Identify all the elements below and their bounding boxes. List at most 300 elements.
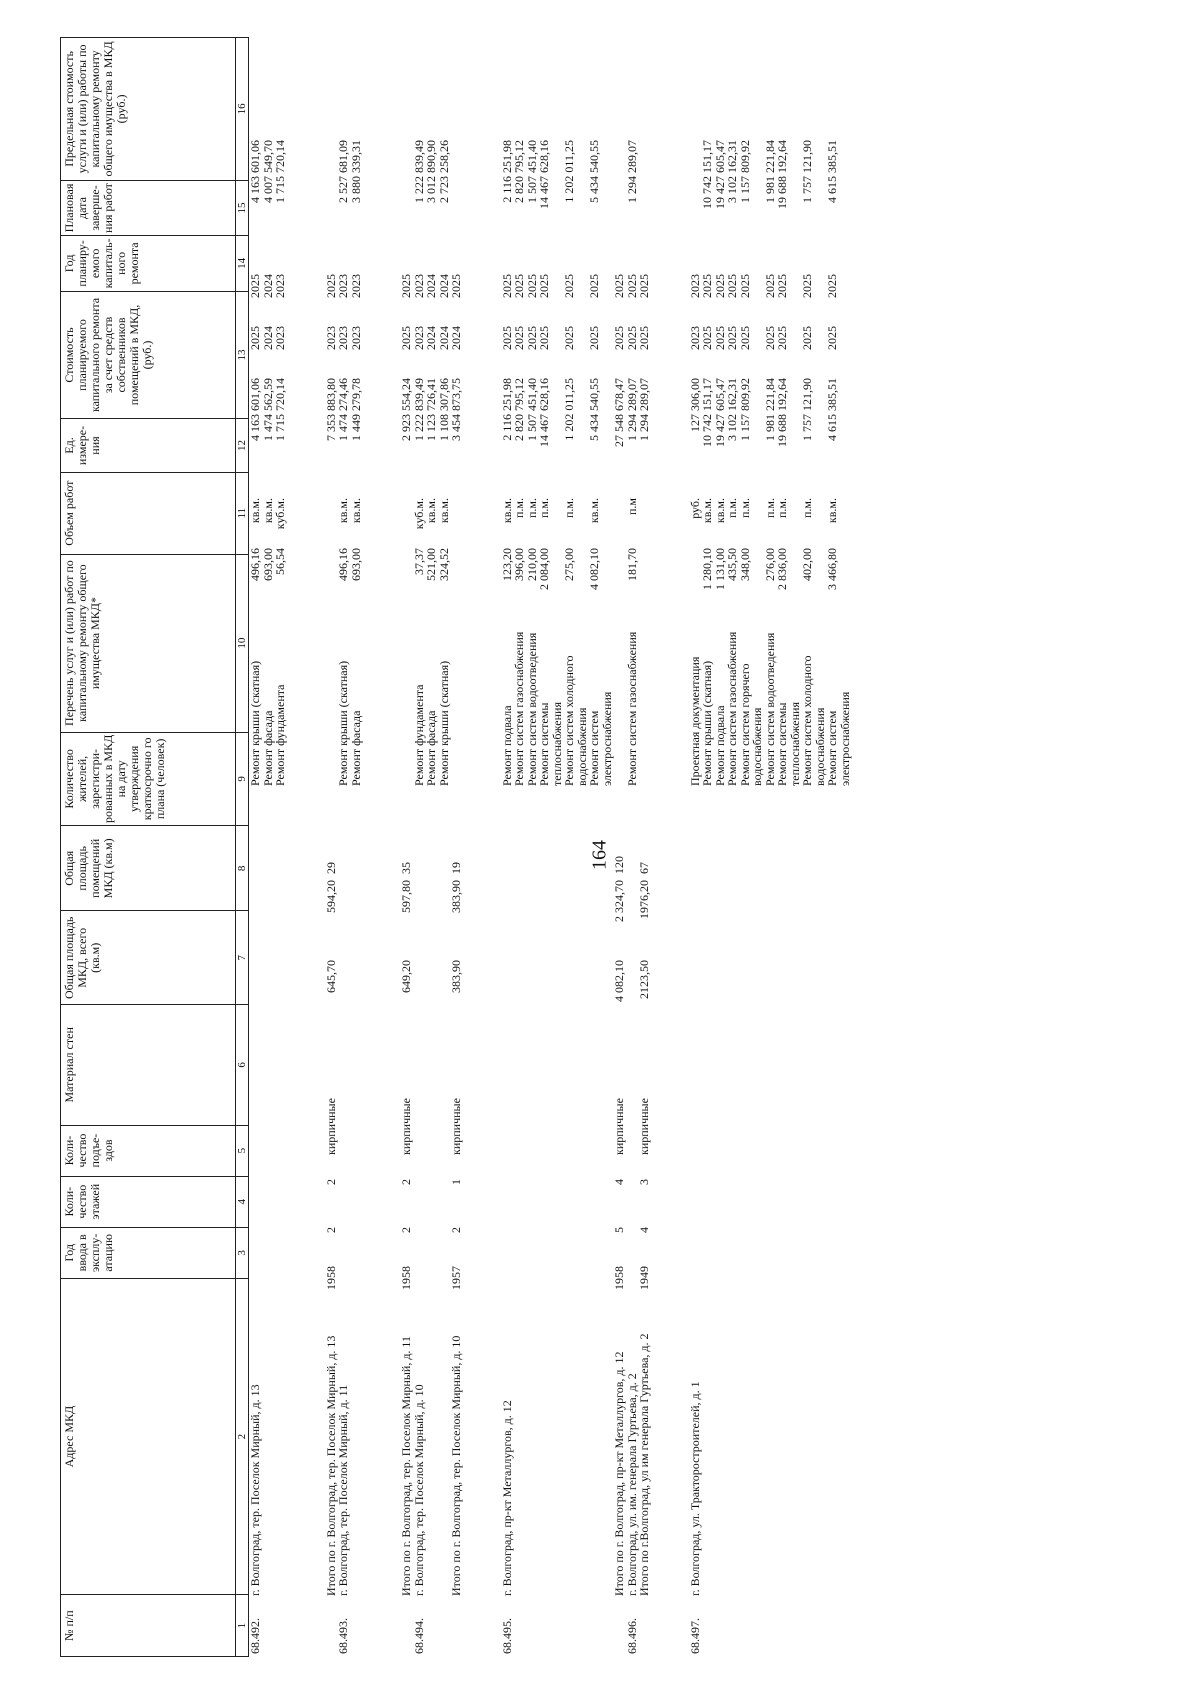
column-number: 6 (236, 1005, 249, 1125)
work-end-date: 2025 (562, 274, 576, 298)
wall-material: кирпичные (399, 1098, 413, 1155)
empty-cell (726, 789, 739, 877)
work-cost: 1 202 011,25 (562, 378, 576, 441)
empty-cell (249, 1158, 262, 1206)
table-row (337, 37, 350, 1657)
floors: 5 (612, 1227, 626, 1233)
empty-cell (563, 789, 588, 877)
work-cost: 1 222 839,49 (411, 378, 426, 441)
column-number: 7 (236, 911, 249, 1005)
work-end-date: 2025 (712, 274, 727, 298)
total-year: 2023 (323, 326, 338, 350)
empty-cell (826, 1045, 851, 1158)
work-year: 2025 (825, 326, 839, 350)
empty-cell (739, 1254, 764, 1302)
total-cost: 2 923 554,24 (399, 378, 413, 441)
empty-cell (249, 957, 262, 1045)
work-end-date: 2025 (700, 274, 714, 298)
year-built: 1958 (399, 1266, 413, 1290)
work-unit: п.м. (562, 498, 576, 519)
empty-cell (274, 1302, 287, 1599)
work-year: 2025 (587, 326, 601, 350)
work-volume: 37,37 (411, 548, 426, 575)
address-cell: г. Волгоград, пр-кт Металлургов, д. 12 (499, 1400, 514, 1596)
empty-cell (726, 1599, 739, 1657)
work-cost: 1 449 279,78 (348, 378, 363, 441)
column-number: 13 (236, 291, 249, 419)
empty-cell (726, 957, 739, 1045)
column-header: Объем работ (61, 472, 236, 554)
empty-cell (563, 877, 588, 957)
work-unit: п.м. (725, 498, 739, 519)
table-row (274, 37, 287, 1657)
work-name: Ремонт подвала (499, 705, 514, 786)
work-cost: 4 615 385,51 (825, 378, 839, 441)
column-header: Адрес МКД (61, 1278, 236, 1594)
work-name: Ремонт фасада (260, 710, 275, 786)
empty-cell (538, 1158, 563, 1206)
work-cost: 19 688 192,64 (775, 378, 789, 447)
work-volume: 348,00 (737, 548, 752, 581)
empty-cell (588, 1254, 613, 1302)
work-year: 2024 (260, 326, 275, 350)
empty-cell (526, 1254, 539, 1302)
column-header: № п/п (61, 1595, 236, 1657)
table-body (249, 37, 851, 1657)
empty-cell (689, 789, 702, 877)
address-cell: г. Волгоград, тер. Поселок Мирный, д. 13 (248, 1384, 262, 1596)
work-end-date: 2025 (537, 274, 551, 298)
table-row (701, 37, 714, 1657)
empty-cell (350, 1302, 363, 1599)
work-limit-cost: 1 757 121,90 (800, 140, 814, 203)
empty-cell (714, 1254, 727, 1302)
work-cost: 127 306,00 (687, 378, 702, 432)
work-end-date: 2025 (725, 274, 739, 298)
empty-cell (726, 1045, 739, 1158)
empty-cell (701, 1254, 714, 1302)
empty-cell (526, 1599, 539, 1657)
work-year: 2023 (273, 326, 287, 350)
work-name: Ремонт систем газоснабжения (725, 631, 739, 786)
empty-cell (701, 877, 714, 957)
empty-cell (501, 1206, 514, 1254)
work-year: 2024 (436, 326, 451, 350)
empty-cell (513, 877, 526, 957)
empty-cell (563, 1045, 588, 1158)
empty-cell (714, 1158, 727, 1206)
empty-cell (501, 957, 514, 1045)
column-header: Предельная стоимость услуги и (или) работы по капитальному ремонту общего имущества в МКД (руб.) (61, 38, 236, 181)
residents: 29 (323, 862, 338, 874)
empty-cell (425, 957, 438, 1045)
row-number: 68.497. (687, 1618, 702, 1654)
empty-cell (714, 1599, 727, 1657)
residents: 35 (399, 862, 413, 874)
empty-cell (337, 957, 350, 1045)
empty-cell (826, 957, 851, 1045)
empty-cell (826, 1206, 851, 1254)
empty-cell (638, 1599, 651, 1657)
total-cost: 7 353 883,80 (323, 378, 338, 441)
empty-cell (350, 1045, 363, 1158)
work-end-date: 2025 (524, 274, 539, 298)
table-row (425, 37, 438, 1657)
work-year: 2024 (424, 326, 438, 350)
empty-cell (413, 1045, 426, 1158)
empty-cell (274, 789, 287, 877)
work-volume: 402,00 (800, 548, 814, 581)
column-header: Общая площадь МКД, всего (кв.м) (61, 911, 236, 1005)
work-cost: 1 715 720,14 (273, 378, 287, 441)
empty-cell (450, 622, 463, 789)
empty-cell (764, 1206, 777, 1254)
empty-cell (714, 1302, 727, 1599)
work-limit-cost: 5 434 540,55 (587, 140, 601, 203)
empty-cell (826, 789, 851, 877)
empty-cell (513, 1599, 526, 1657)
work-limit-cost: 4 615 385,51 (825, 140, 839, 203)
table-row (826, 37, 851, 1657)
empty-cell (826, 1158, 851, 1206)
empty-cell (538, 1302, 563, 1599)
year-built: 1958 (612, 1266, 626, 1290)
work-name: Проектная документация (687, 656, 702, 786)
work-limit-cost: 10 742 151,17 (700, 140, 714, 209)
premises-area: 383,90 (449, 880, 463, 913)
total-year: 2025 (399, 326, 413, 350)
entrances: 3 (637, 1179, 651, 1185)
empty-cell (262, 957, 275, 1045)
empty-cell (538, 1254, 563, 1302)
empty-cell (501, 789, 514, 877)
empty-cell (526, 789, 539, 877)
work-volume: 1 280,10 (700, 548, 714, 590)
work-cost: 1 123 726,41 (424, 378, 438, 441)
work-name: Ремонт фундамента (411, 684, 426, 786)
table-row (249, 37, 262, 1657)
empty-cell (726, 877, 739, 957)
work-limit-cost: 14 467 628,16 (537, 140, 551, 209)
address-cell: г. Волгоград, тер. Поселок Мирный, д. 11 (336, 1384, 350, 1596)
empty-cell (501, 1045, 514, 1158)
year-built: 1957 (449, 1266, 463, 1290)
empty-cell (438, 1599, 451, 1657)
work-unit: кв.м. (700, 498, 714, 524)
work-end-date: 2024 (424, 274, 438, 298)
column-header: Ед. измере-ния (61, 419, 236, 472)
year-built: 1958 (323, 1266, 338, 1290)
empty-cell (776, 957, 801, 1045)
empty-cell (450, 545, 463, 622)
work-unit: кв.м. (348, 498, 363, 524)
work-year: 2023 (411, 326, 426, 350)
empty-cell (739, 1045, 764, 1158)
total-cost: 1 294 289,07 (637, 378, 651, 441)
address-cell: г. Волгоград, тер. Поселок Мирный, д. 10 (411, 1384, 426, 1596)
empty-cell (801, 789, 826, 877)
work-end-date: 2025 (800, 274, 814, 298)
empty-cell (350, 1254, 363, 1302)
work-end-date: 2025 (624, 274, 639, 298)
work-year: 2025 (537, 326, 551, 350)
work-unit: куб.м. (411, 498, 426, 530)
work-cost: 10 742 151,17 (700, 378, 714, 447)
work-year: 2025 (562, 326, 576, 350)
year-built: 1949 (637, 1266, 651, 1290)
empty-cell (739, 877, 764, 957)
empty-cell (538, 1045, 563, 1158)
total-year: 2024 (449, 326, 463, 350)
column-header: Год ввода в эксплу-атацию (61, 1227, 236, 1278)
work-cost: 1 294 289,07 (624, 378, 639, 441)
empty-cell (501, 877, 514, 957)
work-end-date: 2025 (775, 274, 789, 298)
work-volume: 693,00 (348, 548, 363, 581)
empty-cell (826, 1254, 851, 1302)
empty-cell (513, 1158, 526, 1206)
empty-cell (337, 877, 350, 957)
wall-material: кирпичные (612, 1098, 626, 1155)
work-end-date: 2024 (260, 274, 275, 298)
empty-cell (613, 495, 626, 545)
empty-cell (801, 1599, 826, 1657)
empty-cell (249, 1254, 262, 1302)
empty-cell (726, 1302, 739, 1599)
entrances: 2 (399, 1179, 413, 1185)
work-year: 2025 (737, 326, 752, 350)
column-number-row (236, 38, 249, 1657)
work-unit: кв.м. (260, 498, 275, 524)
empty-cell (726, 1206, 739, 1254)
empty-cell (588, 1206, 613, 1254)
work-volume: 324,52 (436, 548, 451, 581)
work-limit-cost: 19 427 605,47 (712, 140, 727, 209)
entrances: 4 (612, 1179, 626, 1185)
total-end-date: 2025 (449, 274, 463, 298)
empty-cell (425, 1254, 438, 1302)
empty-cell (425, 1206, 438, 1254)
column-number: 5 (236, 1125, 249, 1176)
empty-cell (701, 789, 714, 877)
work-end-date: 2024 (436, 274, 451, 298)
empty-cell (513, 1302, 526, 1599)
empty-cell (563, 1599, 588, 1657)
empty-cell (526, 1045, 539, 1158)
column-header: Коли-чество этажей (61, 1176, 236, 1227)
row-number: 68.493. (336, 1618, 350, 1654)
empty-cell (249, 789, 262, 877)
empty-cell (274, 1045, 287, 1158)
repair-plan-table (60, 37, 249, 1657)
table-row (350, 37, 363, 1657)
work-year: 2025 (800, 326, 814, 350)
work-limit-cost: 2 527 681,09 (336, 140, 350, 203)
empty-cell (274, 877, 287, 957)
work-name: Ремонт систем холодного водоснабжения (562, 655, 589, 786)
work-name: Ремонт систем электроснабжения (587, 691, 614, 786)
floors: 2 (323, 1227, 338, 1233)
work-limit-cost: 4 007 549,70 (260, 140, 275, 203)
work-name: Ремонт фасада (424, 710, 438, 786)
address-cell: г. Волгоград, ул. им. генерала Гуртьева, д. 2 (624, 1373, 639, 1596)
empty-cell (739, 1158, 764, 1206)
empty-cell (413, 877, 426, 957)
column-number: 11 (236, 472, 249, 554)
work-unit: п.м. (800, 498, 814, 519)
work-limit-cost: 1 507 451,40 (524, 140, 539, 203)
empty-cell (425, 1302, 438, 1599)
empty-cell (826, 877, 851, 957)
empty-cell (262, 1158, 275, 1206)
total-end-date: 2025 (323, 274, 338, 298)
work-cost: 19 427 605,47 (712, 378, 727, 447)
column-number: 9 (236, 732, 249, 826)
work-volume: 1 131,00 (712, 548, 727, 590)
premises-area: 597,80 (399, 880, 413, 913)
empty-cell (801, 1302, 826, 1599)
work-unit: руб. (687, 498, 702, 519)
empty-cell (726, 1254, 739, 1302)
work-name: Ремонт системы теплоснабжения (775, 702, 802, 786)
work-year: 2025 (624, 326, 639, 350)
page-number: 164 (588, 840, 611, 870)
empty-cell (613, 545, 626, 622)
empty-cell (613, 137, 626, 271)
wall-material: кирпичные (637, 1098, 651, 1155)
total-row (450, 37, 463, 1657)
work-unit: кв.м. (499, 498, 514, 524)
row-number: 68.495. (499, 1618, 514, 1654)
column-number: 3 (236, 1227, 249, 1278)
empty-cell (638, 495, 651, 545)
total-address: Итого по г. Волгоград, пр-кт Металлургов, д. 12 (612, 1351, 626, 1596)
work-cost: 5 434 540,55 (587, 378, 601, 441)
empty-cell (801, 1158, 826, 1206)
empty-cell (526, 877, 539, 957)
column-header: Год планиру-емого капиталь-ного ремонта (61, 236, 236, 291)
work-unit: п.м. (737, 498, 752, 519)
empty-cell (764, 1599, 777, 1657)
empty-cell (274, 1206, 287, 1254)
row-number: 68.492. (248, 1618, 262, 1654)
work-year: 2025 (512, 326, 526, 350)
empty-cell (689, 1206, 702, 1254)
work-limit-cost: 3 012 890,90 (424, 140, 438, 203)
column-number: 14 (236, 236, 249, 291)
work-limit-cost: 4 163 601,06 (248, 140, 262, 203)
empty-cell (501, 1254, 514, 1302)
column-header: Стоимость планируемого капитального ремонта за счет средств собственников помещений в МКД, (руб.) (61, 291, 236, 419)
empty-cell (764, 789, 777, 877)
empty-cell (526, 957, 539, 1045)
empty-cell (588, 1158, 613, 1206)
total-year: 2025 (612, 326, 626, 350)
total-row (638, 37, 651, 1657)
empty-cell (350, 1206, 363, 1254)
total-area: 649,20 (399, 960, 413, 993)
empty-cell (739, 789, 764, 877)
empty-cell (801, 1254, 826, 1302)
empty-cell (413, 1206, 426, 1254)
empty-cell (262, 789, 275, 877)
empty-cell (350, 1599, 363, 1657)
empty-cell (701, 1158, 714, 1206)
empty-cell (425, 789, 438, 877)
work-volume: 435,50 (725, 548, 739, 581)
empty-cell (689, 957, 702, 1045)
empty-cell (337, 789, 350, 877)
table-row (801, 37, 826, 1657)
work-cost: 1 474 274,46 (336, 378, 350, 441)
total-cost: 27 548 678,47 (612, 378, 626, 447)
column-number: 8 (236, 826, 249, 911)
empty-cell (714, 1206, 727, 1254)
empty-cell (764, 877, 777, 957)
total-area: 4 082,10 (612, 960, 626, 1002)
work-volume: 123,20 (499, 548, 514, 581)
column-number: 2 (236, 1278, 249, 1594)
total-cost: 3 454 873,75 (449, 378, 463, 441)
table-row (726, 37, 739, 1657)
empty-cell (274, 1599, 287, 1657)
work-unit: п.м. (762, 498, 777, 519)
empty-cell (450, 137, 463, 271)
work-unit: п.м. (524, 498, 539, 519)
table-row (588, 37, 613, 1657)
empty-cell (274, 957, 287, 1045)
premises-area: 2 324,70 (612, 880, 626, 922)
address-cell: г. Волгоград, ул. Тракторостроителей, д. 1 (687, 1381, 702, 1596)
work-name: Ремонт систем водоотведения (762, 632, 777, 786)
work-unit: кв.м. (712, 498, 727, 524)
empty-cell (588, 789, 613, 877)
empty-cell (739, 1302, 764, 1599)
work-volume: 521,00 (424, 548, 438, 581)
empty-cell (526, 1206, 539, 1254)
empty-cell (613, 1599, 626, 1657)
empty-cell (739, 1206, 764, 1254)
work-unit: п.м. (775, 498, 789, 519)
empty-cell (425, 877, 438, 957)
empty-cell (350, 877, 363, 957)
empty-cell (400, 545, 413, 622)
total-area: 383,90 (449, 960, 463, 993)
work-cost: 3 102 162,31 (725, 378, 739, 441)
empty-cell (538, 1599, 563, 1657)
empty-cell (400, 137, 413, 271)
work-unit: кв.м. (248, 498, 262, 524)
empty-cell (739, 1599, 764, 1657)
empty-cell (563, 1158, 588, 1206)
work-limit-cost: 2 723 258,26 (436, 140, 451, 203)
empty-cell (538, 957, 563, 1045)
empty-cell (563, 1302, 588, 1599)
empty-cell (274, 1158, 287, 1206)
empty-cell (274, 1254, 287, 1302)
empty-cell (776, 1206, 801, 1254)
empty-cell (588, 1045, 613, 1158)
work-end-date: 2025 (825, 274, 839, 298)
work-year: 2023 (336, 326, 350, 350)
work-name: Ремонт системы теплоснабжения (537, 702, 564, 786)
empty-cell (726, 1158, 739, 1206)
work-name: Ремонт крыши (скатная) (336, 660, 350, 786)
empty-cell (400, 622, 413, 789)
empty-cell (501, 1158, 514, 1206)
empty-cell (776, 877, 801, 957)
table-row (538, 37, 563, 1657)
